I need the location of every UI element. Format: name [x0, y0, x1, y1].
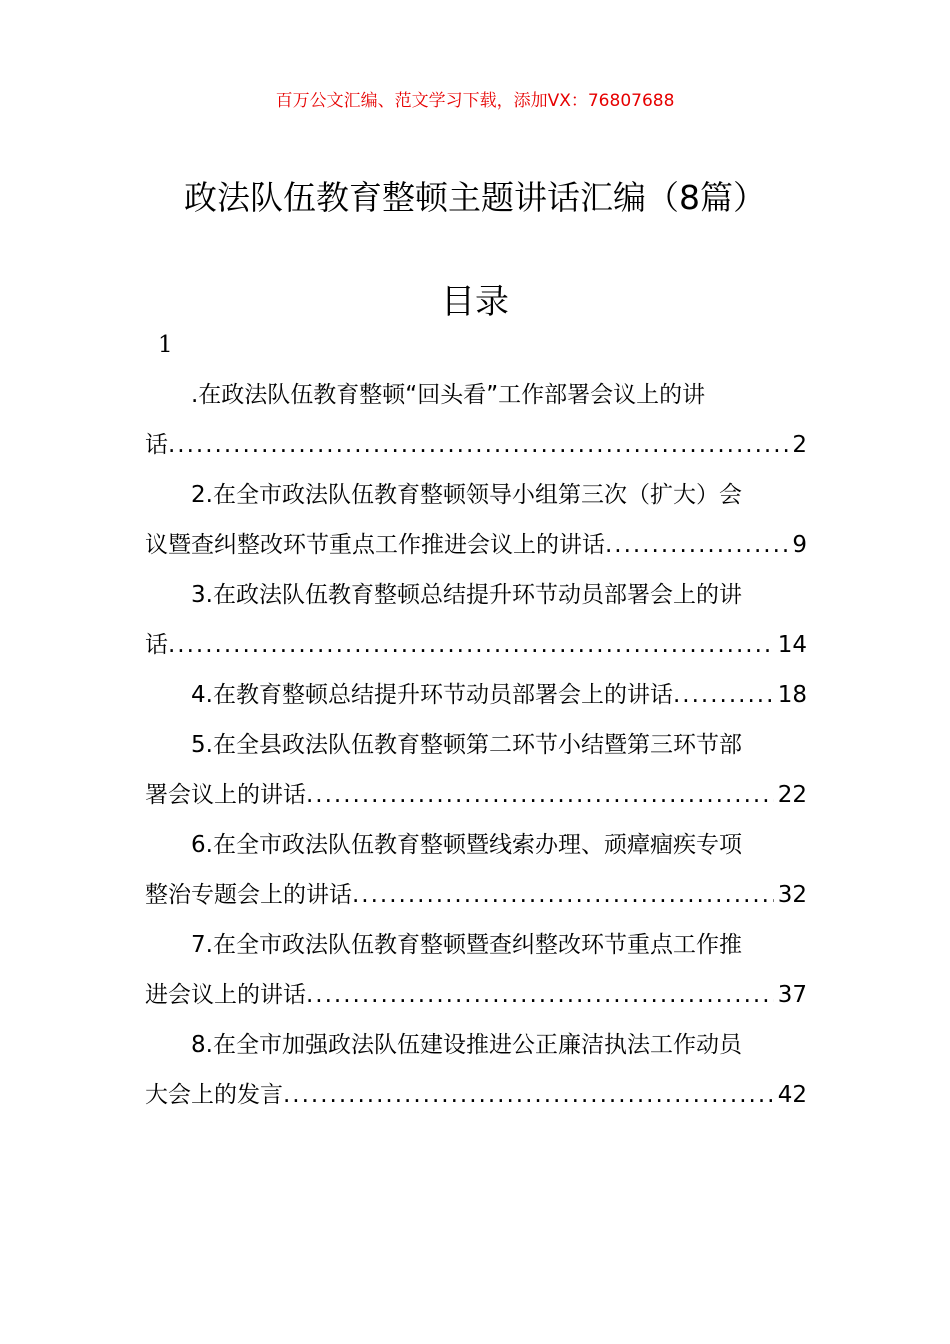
toc-entry-3-tail-text: 话 — [145, 632, 168, 658]
toc-entry-8-page: 42 — [777, 1082, 807, 1108]
toc-entry-3-page: 14 — [777, 632, 807, 658]
toc-entry-7-page: 37 — [777, 982, 807, 1008]
toc-entry-1-page: 2 — [792, 432, 807, 458]
toc-entry-2-page: 9 — [792, 532, 807, 558]
toc-entry-4-page: 18 — [777, 682, 807, 708]
toc-entry-5-tail — [145, 770, 807, 820]
toc-entry-3-title: 3.在政法队伍教育整顿总结提升环节动员部署会上的讲 — [191, 582, 742, 608]
toc-entry-6-tail-text: 整治专题会上的讲话 — [145, 882, 352, 908]
toc-leader-dots — [168, 620, 774, 670]
header-note: 百万公文汇编、范文学习下载，添加VX：76807688 — [275, 91, 675, 111]
toc-entry-1-tail-text: 话 — [145, 432, 168, 458]
toc-entry-4-tail-text: 4.在教育整顿总结提升环节动员部署会上的讲话 — [191, 682, 673, 708]
toc-entry-2[interactable] — [145, 470, 807, 570]
stray-number: 1 — [158, 332, 173, 358]
toc-entry-8[interactable] — [145, 1020, 807, 1120]
document-title: 政法队伍教育整顿主题讲话汇编（8篇） — [184, 178, 766, 217]
toc-entry-8-tail-text: 大会上的发言 — [145, 1082, 283, 1108]
toc-entry-8-title: 8.在全市加强政法队伍建设推进公正廉洁执法工作动员 — [191, 1032, 742, 1058]
toc-entry-7[interactable] — [145, 920, 807, 1020]
toc-leader-dots — [306, 770, 774, 820]
toc-entry-5-title: 5.在全县政法队伍教育整顿第二环节小结暨第三环节部 — [191, 732, 742, 758]
table-of-contents — [145, 370, 807, 1120]
toc-entry-1[interactable] — [145, 370, 807, 470]
toc-entry-2-title: 2.在全市政法队伍教育整顿领导小组第三次（扩大）会 — [191, 482, 742, 508]
toc-entry-5-tail-text: 署会议上的讲话 — [145, 782, 306, 808]
toc-entry-6-title: 6.在全市政法队伍教育整顿暨线索办理、顽瘴痼疾专项 — [191, 832, 742, 858]
toc-entry-6[interactable] — [145, 820, 807, 920]
toc-entry-5[interactable] — [145, 720, 807, 820]
toc-entry-2-tail-text: 议暨查纠整改环节重点工作推进会议上的讲话 — [145, 532, 605, 558]
toc-entry-3-tail — [145, 620, 807, 670]
toc-leader-dots — [352, 870, 774, 920]
toc-entry-1-title: .在政法队伍教育整顿“回头看”工作部署会议上的讲 — [191, 382, 706, 408]
toc-entry-8-tail — [145, 1070, 807, 1120]
toc-entry-6-tail — [145, 870, 807, 920]
toc-heading: 目录 — [441, 282, 509, 322]
toc-entry-7-tail-text: 进会议上的讲话 — [145, 982, 306, 1008]
toc-entry-6-page: 32 — [777, 882, 807, 908]
toc-entry-5-page: 22 — [777, 782, 807, 808]
toc-leader-dots — [605, 520, 788, 570]
toc-leader-dots — [168, 420, 788, 470]
toc-leader-dots — [283, 1070, 774, 1120]
toc-leader-dots — [306, 970, 774, 1020]
toc-entry-7-tail — [145, 970, 807, 1020]
toc-leader-dots — [673, 670, 774, 720]
toc-entry-4[interactable] — [145, 670, 807, 720]
toc-entry-4-tail — [145, 670, 807, 720]
toc-entry-7-title: 7.在全市政法队伍教育整顿暨查纠整改环节重点工作推 — [191, 932, 742, 958]
toc-entry-2-tail — [145, 520, 807, 570]
toc-entry-3[interactable] — [145, 570, 807, 670]
toc-entry-1-tail — [145, 420, 807, 470]
